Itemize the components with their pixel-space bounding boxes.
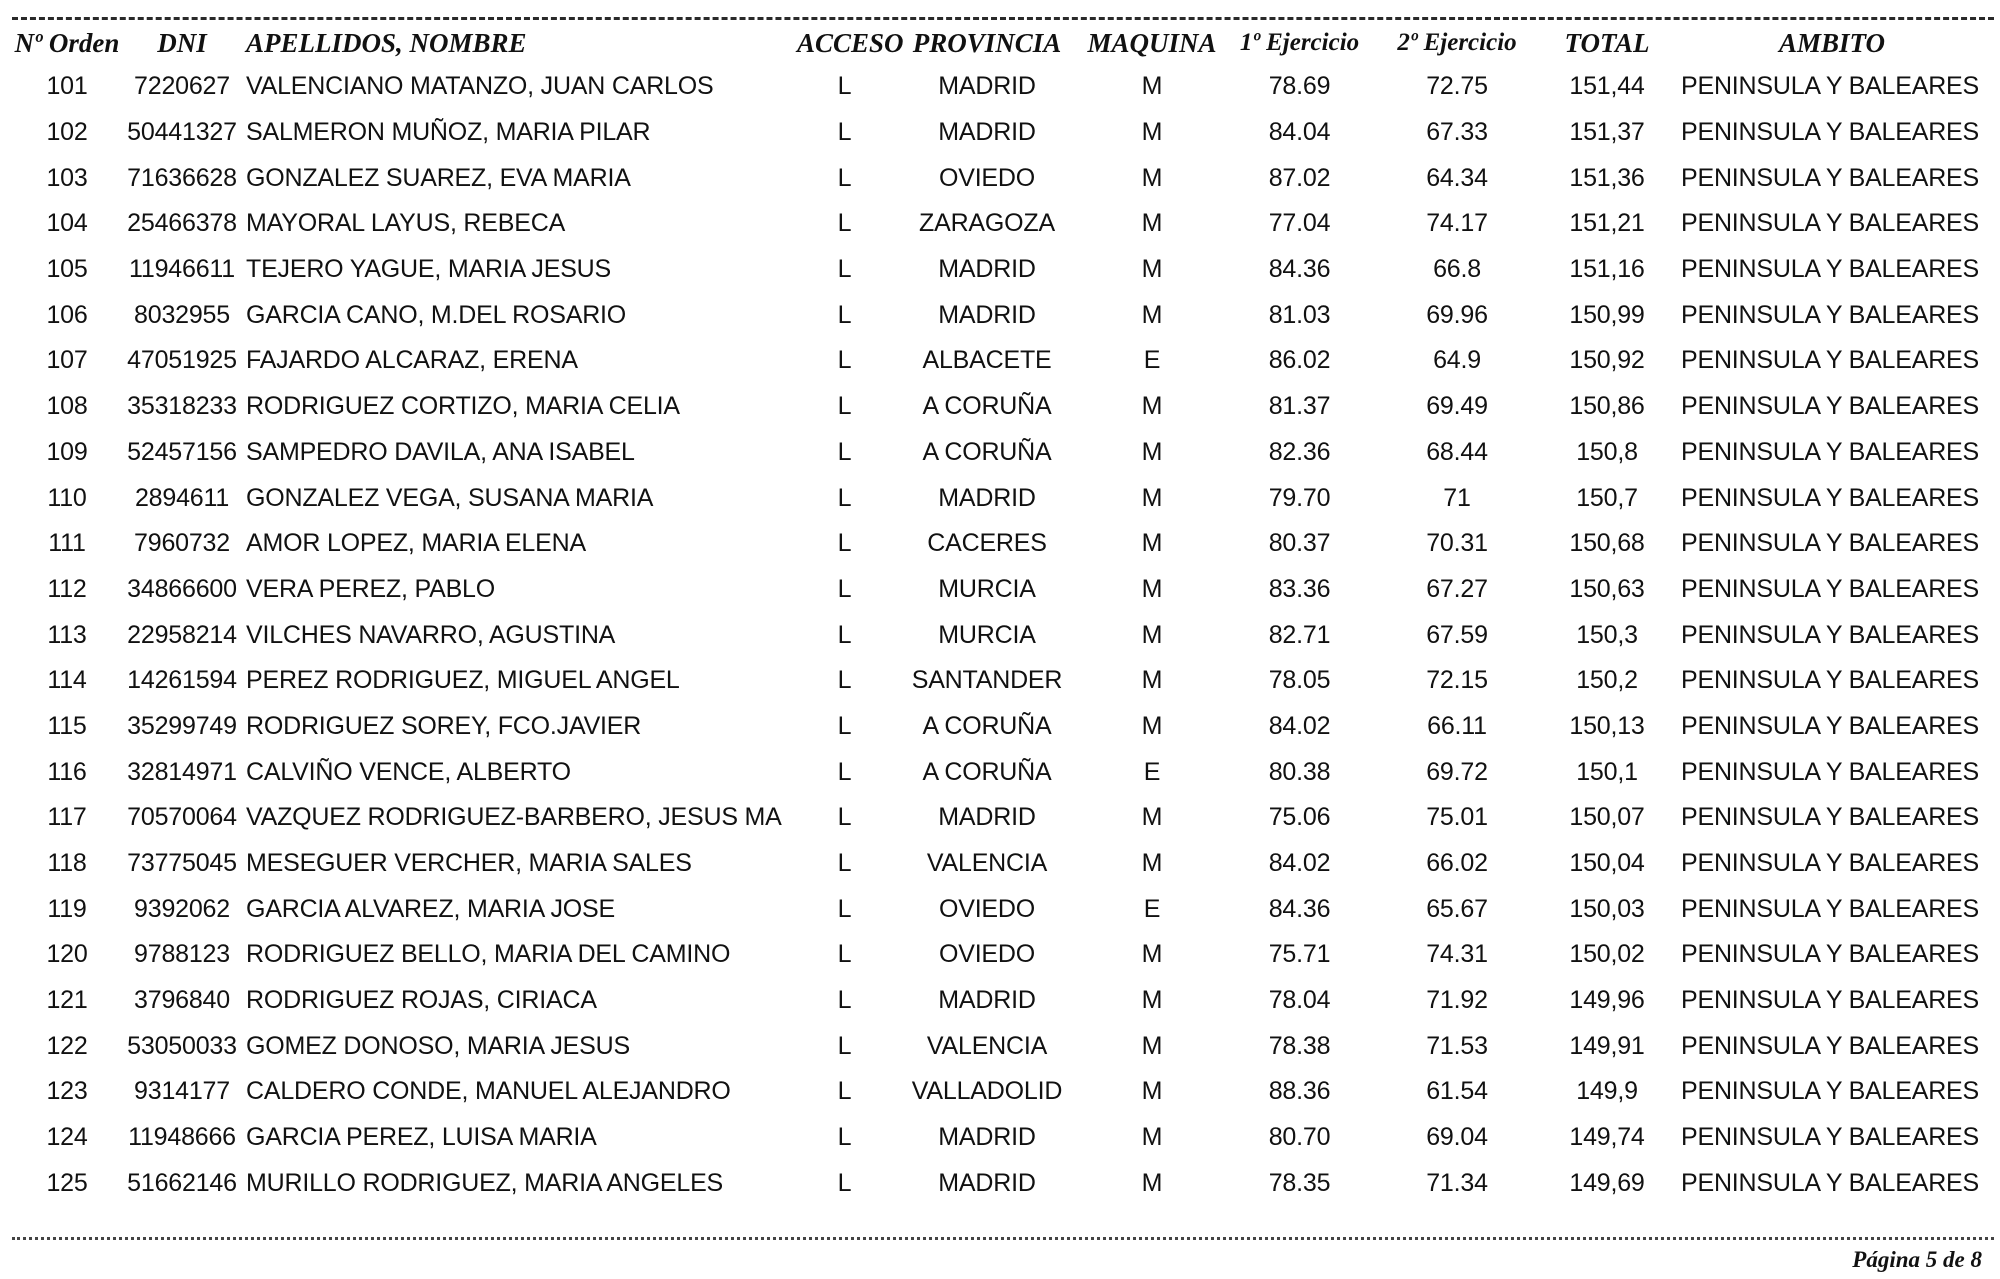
- table-row: [12, 932, 1987, 978]
- cell-acceso: L: [837, 118, 852, 147]
- cell-maquina: M: [1141, 711, 1163, 740]
- cell-ejercicio-1: 78.05: [1268, 666, 1331, 695]
- cell-ejercicio-2: 74.31: [1426, 940, 1488, 969]
- cell-ejercicio-2: 74.17: [1426, 209, 1488, 238]
- cell-maquina: M: [1141, 118, 1163, 147]
- cell-total: 149,74: [1569, 1123, 1645, 1152]
- table-row: [12, 795, 1987, 841]
- cell-nombre: CALVIÑO VENCE, ALBERTO: [246, 757, 571, 786]
- cell-orden: 105: [46, 255, 88, 284]
- cell-total: 150,68: [1569, 529, 1645, 558]
- table-row: [12, 704, 1987, 750]
- cell-orden: 119: [47, 894, 87, 923]
- cell-maquina: M: [1141, 803, 1163, 832]
- table-row: [12, 338, 1987, 384]
- cell-dni: 53050033: [127, 1031, 237, 1060]
- cell-acceso: L: [837, 711, 852, 740]
- cell-nombre: PEREZ RODRIGUEZ, MIGUEL ANGEL: [246, 666, 680, 695]
- header-total: TOTAL: [1564, 27, 1650, 58]
- cell-acceso: L: [837, 986, 852, 1015]
- cell-ejercicio-2: 64.9: [1433, 346, 1481, 375]
- cell-acceso: L: [837, 1168, 852, 1197]
- cell-ejercicio-1: 77.04: [1268, 209, 1331, 238]
- table-row: [12, 841, 1987, 887]
- cell-ambito: PENINSULA Y BALEARES: [1681, 803, 1980, 832]
- cell-ejercicio-2: 64.34: [1426, 163, 1488, 192]
- cell-ejercicio-1: 84.36: [1268, 255, 1331, 284]
- cell-dni: 71636628: [127, 163, 237, 192]
- cell-orden: 109: [46, 437, 88, 466]
- cell-maquina: M: [1141, 666, 1163, 695]
- cell-ambito: PENINSULA Y BALEARES: [1681, 209, 1980, 238]
- header-ambito: AMBITO: [1778, 27, 1886, 58]
- cell-total: 150,99: [1569, 300, 1645, 329]
- cell-ambito: PENINSULA Y BALEARES: [1681, 849, 1980, 878]
- cell-dni: 50441327: [127, 118, 237, 147]
- cell-nombre: SALMERON MUÑOZ, MARIA PILAR: [246, 118, 651, 147]
- header-provincia: PROVINCIA: [912, 27, 1062, 58]
- cell-dni: 9314177: [134, 1077, 230, 1106]
- header-nombre: APELLIDOS, NOMBRE: [246, 27, 527, 58]
- cell-total: 150,3: [1576, 620, 1638, 649]
- cell-total: 151,16: [1569, 255, 1645, 284]
- cell-nombre: GONZALEZ SUAREZ, EVA MARIA: [246, 163, 631, 192]
- cell-total: 150,03: [1569, 894, 1645, 923]
- cell-nombre: RODRIGUEZ BELLO, MARIA DEL CAMINO: [246, 940, 731, 969]
- cell-ejercicio-1: 82.36: [1268, 437, 1331, 466]
- cell-acceso: L: [837, 1031, 852, 1060]
- cell-total: 150,02: [1569, 940, 1645, 969]
- cell-maquina: E: [1143, 894, 1161, 923]
- cell-ambito: PENINSULA Y BALEARES: [1681, 574, 1980, 603]
- table-row: [12, 1161, 1987, 1207]
- table-row: [12, 978, 1987, 1024]
- cell-total: 151,36: [1569, 163, 1645, 192]
- cell-provincia: MADRID: [938, 483, 1036, 512]
- table-row: [12, 110, 1987, 156]
- cell-nombre: GARCIA ALVAREZ, MARIA JOSE: [246, 894, 615, 923]
- cell-ejercicio-2: 71.53: [1426, 1031, 1488, 1060]
- cell-ambito: PENINSULA Y BALEARES: [1681, 620, 1980, 649]
- cell-maquina: M: [1141, 72, 1163, 101]
- cell-ambito: PENINSULA Y BALEARES: [1681, 483, 1980, 512]
- cell-nombre: AMOR LOPEZ, MARIA ELENA: [246, 529, 586, 558]
- cell-nombre: GARCIA PEREZ, LUISA MARIA: [246, 1123, 597, 1152]
- cell-ejercicio-2: 67.33: [1426, 118, 1488, 147]
- cell-ambito: PENINSULA Y BALEARES: [1681, 300, 1980, 329]
- cell-dni: 34866600: [127, 574, 237, 603]
- cell-ejercicio-1: 81.03: [1268, 300, 1331, 329]
- cell-dni: 52457156: [127, 437, 237, 466]
- cell-ambito: PENINSULA Y BALEARES: [1681, 1077, 1980, 1106]
- cell-maquina: M: [1141, 940, 1163, 969]
- cell-orden: 118: [47, 849, 87, 878]
- table-body: [12, 64, 1987, 1206]
- cell-acceso: L: [837, 574, 852, 603]
- cell-ejercicio-2: 75.01: [1426, 803, 1488, 832]
- cell-ambito: PENINSULA Y BALEARES: [1681, 940, 1980, 969]
- top-rule: [12, 17, 1994, 20]
- table-row: [12, 1069, 1987, 1115]
- table-row: [12, 749, 1987, 795]
- cell-ambito: PENINSULA Y BALEARES: [1681, 118, 1980, 147]
- cell-total: 150,07: [1569, 803, 1645, 832]
- cell-acceso: L: [837, 163, 852, 192]
- cell-orden: 108: [46, 392, 88, 421]
- cell-dni: 70570064: [127, 803, 237, 832]
- cell-dni: 47051925: [127, 346, 237, 375]
- cell-ejercicio-1: 78.35: [1268, 1168, 1331, 1197]
- cell-nombre: VILCHES NAVARRO, AGUSTINA: [246, 620, 616, 649]
- cell-orden: 112: [47, 574, 87, 603]
- cell-ambito: PENINSULA Y BALEARES: [1681, 666, 1980, 695]
- cell-nombre: VALENCIANO MATANZO, JUAN CARLOS: [246, 72, 714, 101]
- header-acceso: ACCESO: [797, 27, 904, 58]
- cell-total: 151,21: [1569, 209, 1645, 238]
- cell-total: 150,63: [1569, 574, 1645, 603]
- cell-ejercicio-1: 84.02: [1268, 711, 1331, 740]
- cell-ejercicio-1: 80.37: [1268, 529, 1331, 558]
- cell-provincia: MADRID: [938, 255, 1036, 284]
- cell-ejercicio-2: 61.54: [1426, 1077, 1488, 1106]
- cell-ambito: PENINSULA Y BALEARES: [1681, 1031, 1980, 1060]
- cell-provincia: MADRID: [938, 1123, 1036, 1152]
- cell-total: 149,91: [1569, 1031, 1645, 1060]
- cell-provincia: OVIEDO: [938, 940, 1036, 969]
- header-dni: DNI: [157, 27, 207, 58]
- table-row: [12, 612, 1987, 658]
- results-table: [12, 22, 1987, 1206]
- cell-nombre: GOMEZ DONOSO, MARIA JESUS: [246, 1031, 630, 1060]
- cell-orden: 101: [46, 72, 88, 101]
- cell-maquina: M: [1141, 529, 1163, 558]
- cell-total: 151,44: [1569, 72, 1645, 101]
- cell-ejercicio-1: 78.38: [1268, 1031, 1331, 1060]
- cell-acceso: L: [837, 72, 852, 101]
- cell-orden: 116: [47, 757, 87, 786]
- cell-orden: 121: [46, 986, 88, 1015]
- table-row: [12, 521, 1987, 567]
- cell-dni: 11946611: [129, 255, 235, 284]
- table-row: [12, 292, 1987, 338]
- cell-acceso: L: [837, 437, 852, 466]
- table-row: [12, 247, 1987, 293]
- cell-maquina: M: [1141, 574, 1163, 603]
- cell-dni: 22958214: [127, 620, 237, 649]
- cell-provincia: ALBACETE: [922, 346, 1052, 375]
- cell-ambito: PENINSULA Y BALEARES: [1681, 1123, 1980, 1152]
- table-row: [12, 430, 1987, 476]
- cell-provincia: A CORUÑA: [922, 437, 1052, 466]
- cell-nombre: SAMPEDRO DAVILA, ANA ISABEL: [246, 437, 635, 466]
- cell-provincia: OVIEDO: [938, 894, 1036, 923]
- cell-provincia: MADRID: [938, 1168, 1036, 1197]
- cell-orden: 125: [46, 1168, 88, 1197]
- cell-ejercicio-1: 78.04: [1268, 986, 1331, 1015]
- cell-maquina: M: [1141, 209, 1163, 238]
- cell-ejercicio-2: 69.49: [1426, 392, 1488, 421]
- table-row: [12, 155, 1987, 201]
- cell-ejercicio-2: 72.15: [1426, 666, 1488, 695]
- cell-provincia: MADRID: [938, 803, 1036, 832]
- table-row: [12, 658, 1987, 704]
- page-number: Página 5 de 8: [1852, 1247, 1982, 1272]
- cell-orden: 110: [47, 483, 87, 512]
- cell-dni: 3796840: [134, 986, 230, 1015]
- cell-ejercicio-2: 66.11: [1427, 711, 1487, 740]
- cell-dni: 9788123: [134, 940, 230, 969]
- cell-orden: 104: [46, 209, 88, 238]
- cell-provincia: MADRID: [938, 118, 1036, 147]
- cell-total: 150,8: [1576, 437, 1638, 466]
- table-row: [12, 567, 1987, 613]
- table-row: [12, 1023, 1987, 1069]
- cell-ejercicio-1: 84.02: [1268, 849, 1331, 878]
- cell-total: 150,7: [1576, 483, 1638, 512]
- cell-ejercicio-1: 86.02: [1268, 346, 1331, 375]
- cell-acceso: L: [837, 483, 852, 512]
- cell-total: 150,2: [1576, 666, 1638, 695]
- cell-orden: 102: [46, 118, 88, 147]
- cell-orden: 106: [46, 300, 88, 329]
- table-row: [12, 201, 1987, 247]
- cell-ambito: PENINSULA Y BALEARES: [1681, 529, 1980, 558]
- cell-dni: 73775045: [127, 849, 237, 878]
- cell-ambito: PENINSULA Y BALEARES: [1681, 255, 1980, 284]
- cell-provincia: OVIEDO: [938, 163, 1036, 192]
- cell-ambito: PENINSULA Y BALEARES: [1681, 392, 1980, 421]
- cell-ejercicio-1: 75.06: [1268, 803, 1331, 832]
- cell-orden: 103: [46, 163, 88, 192]
- cell-orden: 120: [46, 940, 88, 969]
- cell-acceso: L: [837, 255, 852, 284]
- cell-ejercicio-2: 71.34: [1426, 1168, 1488, 1197]
- cell-ejercicio-2: 65.67: [1426, 894, 1488, 923]
- cell-provincia: MADRID: [938, 986, 1036, 1015]
- cell-total: 150,13: [1569, 711, 1645, 740]
- cell-ejercicio-1: 75.71: [1268, 940, 1331, 969]
- cell-ejercicio-1: 87.02: [1268, 163, 1331, 192]
- cell-acceso: L: [837, 346, 852, 375]
- cell-ejercicio-2: 69.04: [1426, 1123, 1488, 1152]
- cell-maquina: M: [1141, 437, 1163, 466]
- cell-total: 149,69: [1569, 1168, 1645, 1197]
- cell-total: 150,86: [1569, 392, 1645, 421]
- cell-provincia: A CORUÑA: [922, 711, 1052, 740]
- cell-acceso: L: [837, 894, 852, 923]
- cell-ejercicio-1: 88.36: [1268, 1077, 1331, 1106]
- cell-ejercicio-2: 71: [1443, 483, 1471, 512]
- cell-total: 149,9: [1576, 1077, 1638, 1106]
- cell-maquina: M: [1141, 163, 1163, 192]
- cell-acceso: L: [837, 300, 852, 329]
- cell-orden: 113: [47, 620, 87, 649]
- cell-ejercicio-1: 84.36: [1268, 894, 1331, 923]
- cell-nombre: MURILLO RODRIGUEZ, MARIA ANGELES: [246, 1168, 724, 1197]
- table-row: [12, 886, 1987, 932]
- cell-ambito: PENINSULA Y BALEARES: [1681, 163, 1980, 192]
- cell-acceso: L: [837, 1123, 852, 1152]
- cell-provincia: VALLADOLID: [911, 1077, 1063, 1106]
- cell-maquina: M: [1141, 1031, 1163, 1060]
- cell-ejercicio-1: 79.70: [1268, 483, 1331, 512]
- cell-maquina: M: [1141, 620, 1163, 649]
- cell-maquina: M: [1141, 300, 1163, 329]
- cell-orden: 122: [46, 1031, 88, 1060]
- cell-maquina: E: [1143, 346, 1161, 375]
- cell-dni: 2894611: [134, 483, 230, 512]
- cell-maquina: M: [1141, 255, 1163, 284]
- cell-maquina: M: [1141, 986, 1163, 1015]
- cell-acceso: L: [837, 392, 852, 421]
- cell-provincia: CACERES: [927, 529, 1047, 558]
- cell-dni: 35299749: [127, 711, 237, 740]
- cell-nombre: RODRIGUEZ SOREY, FCO.JAVIER: [246, 711, 642, 740]
- cell-nombre: MAYORAL LAYUS, REBECA: [246, 209, 566, 238]
- cell-ambito: PENINSULA Y BALEARES: [1681, 986, 1980, 1015]
- header-maquina: MAQUINA: [1087, 27, 1217, 58]
- cell-dni: 51662146: [127, 1168, 237, 1197]
- cell-orden: 115: [47, 711, 87, 740]
- cell-ambito: PENINSULA Y BALEARES: [1681, 437, 1980, 466]
- cell-ejercicio-2: 69.96: [1426, 300, 1488, 329]
- header-ejercicio-1: 1º Ejercicio: [1239, 29, 1360, 56]
- cell-provincia: MADRID: [938, 300, 1036, 329]
- cell-acceso: L: [837, 209, 852, 238]
- cell-provincia: ZARAGOZA: [919, 209, 1055, 238]
- bottom-rule: [12, 1237, 1994, 1240]
- cell-acceso: L: [837, 803, 852, 832]
- cell-ambito: PENINSULA Y BALEARES: [1681, 711, 1980, 740]
- cell-total: 149,96: [1569, 986, 1645, 1015]
- cell-acceso: L: [837, 529, 852, 558]
- cell-maquina: M: [1141, 1077, 1163, 1106]
- cell-orden: 124: [46, 1123, 88, 1152]
- cell-total: 150,92: [1569, 346, 1645, 375]
- cell-nombre: RODRIGUEZ CORTIZO, MARIA CELIA: [246, 392, 680, 421]
- cell-orden: 111: [48, 529, 86, 558]
- cell-acceso: L: [837, 666, 852, 695]
- cell-ejercicio-1: 80.70: [1268, 1123, 1331, 1152]
- cell-orden: 117: [47, 803, 87, 832]
- cell-provincia: MADRID: [938, 72, 1036, 101]
- cell-provincia: MURCIA: [938, 574, 1036, 603]
- cell-nombre: VAZQUEZ RODRIGUEZ-BARBERO, JESUS MA: [246, 803, 782, 832]
- cell-dni: 25466378: [127, 209, 237, 238]
- cell-ambito: PENINSULA Y BALEARES: [1681, 894, 1980, 923]
- cell-dni: 32814971: [127, 757, 237, 786]
- cell-acceso: L: [837, 940, 852, 969]
- cell-nombre: FAJARDO ALCARAZ, ERENA: [246, 346, 578, 375]
- table-row: [12, 475, 1987, 521]
- cell-acceso: L: [837, 620, 852, 649]
- cell-maquina: M: [1141, 1168, 1163, 1197]
- cell-nombre: GARCIA CANO, M.DEL ROSARIO: [246, 300, 627, 329]
- cell-provincia: MURCIA: [938, 620, 1036, 649]
- cell-ejercicio-2: 67.59: [1426, 620, 1488, 649]
- cell-nombre: CALDERO CONDE, MANUEL ALEJANDRO: [246, 1077, 731, 1106]
- cell-ejercicio-1: 82.71: [1268, 620, 1331, 649]
- cell-provincia: VALENCIA: [926, 849, 1048, 878]
- cell-provincia: VALENCIA: [926, 1031, 1048, 1060]
- cell-ejercicio-2: 67.27: [1426, 574, 1488, 603]
- cell-maquina: M: [1141, 392, 1163, 421]
- table-row: [12, 384, 1987, 430]
- cell-dni: 9392062: [134, 894, 230, 923]
- cell-ejercicio-1: 80.38: [1268, 757, 1331, 786]
- cell-dni: 8032955: [134, 300, 230, 329]
- cell-ejercicio-2: 70.31: [1426, 529, 1488, 558]
- cell-nombre: TEJERO YAGUE, MARIA JESUS: [246, 255, 611, 284]
- table-header-row: [12, 22, 1987, 64]
- cell-ejercicio-1: 84.04: [1268, 118, 1331, 147]
- cell-orden: 107: [46, 346, 88, 375]
- cell-nombre: VERA PEREZ, PABLO: [246, 574, 496, 603]
- header-ejercicio-2: 2º Ejercicio: [1397, 29, 1517, 56]
- cell-maquina: M: [1141, 1123, 1163, 1152]
- cell-orden: 114: [47, 666, 87, 695]
- cell-ambito: PENINSULA Y BALEARES: [1681, 757, 1980, 786]
- cell-total: 150,1: [1576, 757, 1638, 786]
- cell-provincia: A CORUÑA: [922, 757, 1052, 786]
- cell-orden: 123: [46, 1077, 88, 1106]
- cell-ejercicio-2: 71.92: [1426, 986, 1488, 1015]
- cell-total: 150,04: [1569, 849, 1645, 878]
- cell-ejercicio-2: 69.72: [1426, 757, 1488, 786]
- cell-ejercicio-2: 72.75: [1426, 72, 1488, 101]
- cell-ambito: PENINSULA Y BALEARES: [1681, 1168, 1980, 1197]
- cell-acceso: L: [837, 757, 852, 786]
- cell-ejercicio-1: 81.37: [1268, 392, 1331, 421]
- cell-ejercicio-1: 83.36: [1268, 574, 1331, 603]
- cell-maquina: E: [1143, 757, 1161, 786]
- cell-acceso: L: [837, 1077, 852, 1106]
- cell-ambito: PENINSULA Y BALEARES: [1681, 346, 1980, 375]
- cell-acceso: L: [837, 849, 852, 878]
- cell-dni: 35318233: [127, 392, 237, 421]
- header-orden: Nº Orden: [14, 27, 120, 58]
- cell-ejercicio-2: 68.44: [1426, 437, 1488, 466]
- table-row: [12, 64, 1987, 110]
- cell-ejercicio-1: 78.69: [1268, 72, 1331, 101]
- cell-dni: 14261594: [127, 666, 237, 695]
- cell-dni: 7960732: [134, 529, 230, 558]
- cell-ejercicio-2: 66.02: [1426, 849, 1488, 878]
- cell-ejercicio-2: 66.8: [1433, 255, 1481, 284]
- cell-maquina: M: [1141, 483, 1163, 512]
- cell-maquina: M: [1141, 849, 1163, 878]
- cell-ambito: PENINSULA Y BALEARES: [1681, 72, 1980, 101]
- cell-nombre: RODRIGUEZ ROJAS, CIRIACA: [246, 986, 597, 1015]
- cell-dni: 7220627: [134, 72, 230, 101]
- cell-nombre: GONZALEZ VEGA, SUSANA MARIA: [246, 483, 654, 512]
- cell-provincia: SANTANDER: [911, 666, 1063, 695]
- cell-dni: 11948666: [128, 1123, 236, 1152]
- cell-nombre: MESEGUER VERCHER, MARIA SALES: [246, 849, 692, 878]
- cell-provincia: A CORUÑA: [922, 392, 1052, 421]
- table-row: [12, 1115, 1987, 1161]
- cell-total: 151,37: [1569, 118, 1645, 147]
